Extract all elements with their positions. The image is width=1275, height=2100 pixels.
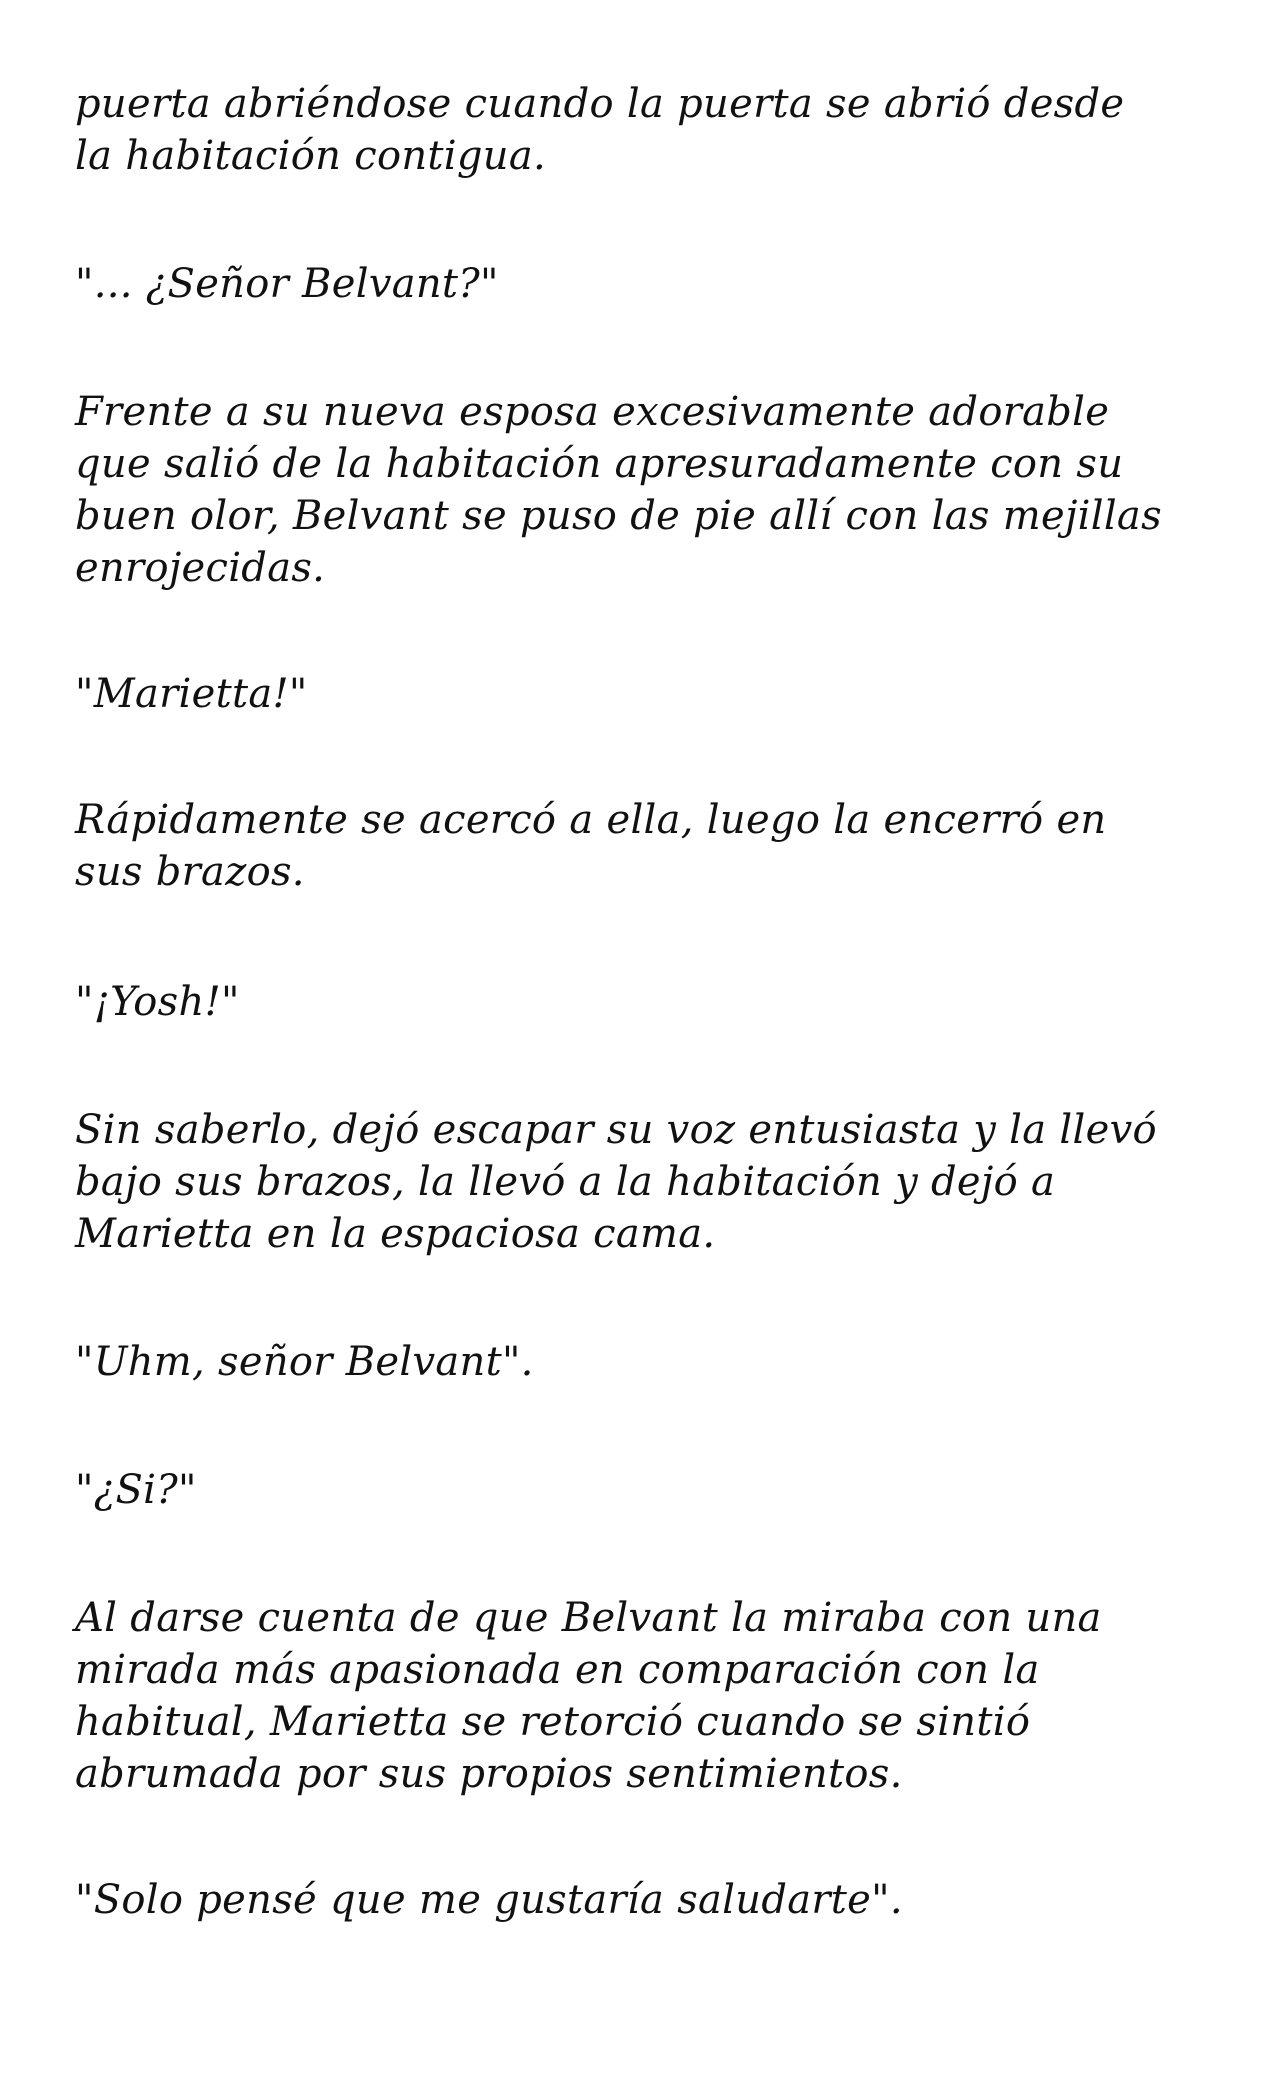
paragraph-embrace: Rápidamente se acercó a ella, luego la encerró en sus brazos.: [75, 797, 1107, 895]
dialogue-uhm-senor-belvant: "Uhm, señor Belvant".: [75, 1339, 534, 1385]
paragraph-door-opening: puerta abriéndose cuando la puerta se abrió desde la habitación contigua.: [75, 81, 1125, 179]
dialogue-senor-belvant: "... ¿Señor Belvant?": [75, 261, 499, 307]
dialogue-si: "¿Si?": [75, 1467, 197, 1513]
paragraph-passionate-gaze: Al darse cuenta de que Belvant la miraba con una mirada más apasionada en comparación con la habitual, Marietta se retorció cuando se sintió abrumada por sus propios sentimientos.: [75, 1595, 1102, 1797]
dialogue-yosh: "¡Yosh!": [75, 979, 240, 1025]
paragraph-new-wife: Frente a su nueva esposa excesivamente adorable que salió de la habitación apresuradamente con su buen olor, Belvant se puso de pie allí con las mejillas enrojecidas.: [75, 389, 1162, 591]
paragraph-carried-to-bed: Sin saberlo, dejó escapar su voz entusiasta y la llevó bajo sus brazos, la llevó a la habitación y dejó a Marietta en la espaciosa cama.: [75, 1107, 1157, 1257]
dialogue-marietta: "Marietta!": [75, 671, 308, 717]
dialogue-greeting: "Solo pensé que me gustaría saludarte".: [75, 1877, 903, 1923]
